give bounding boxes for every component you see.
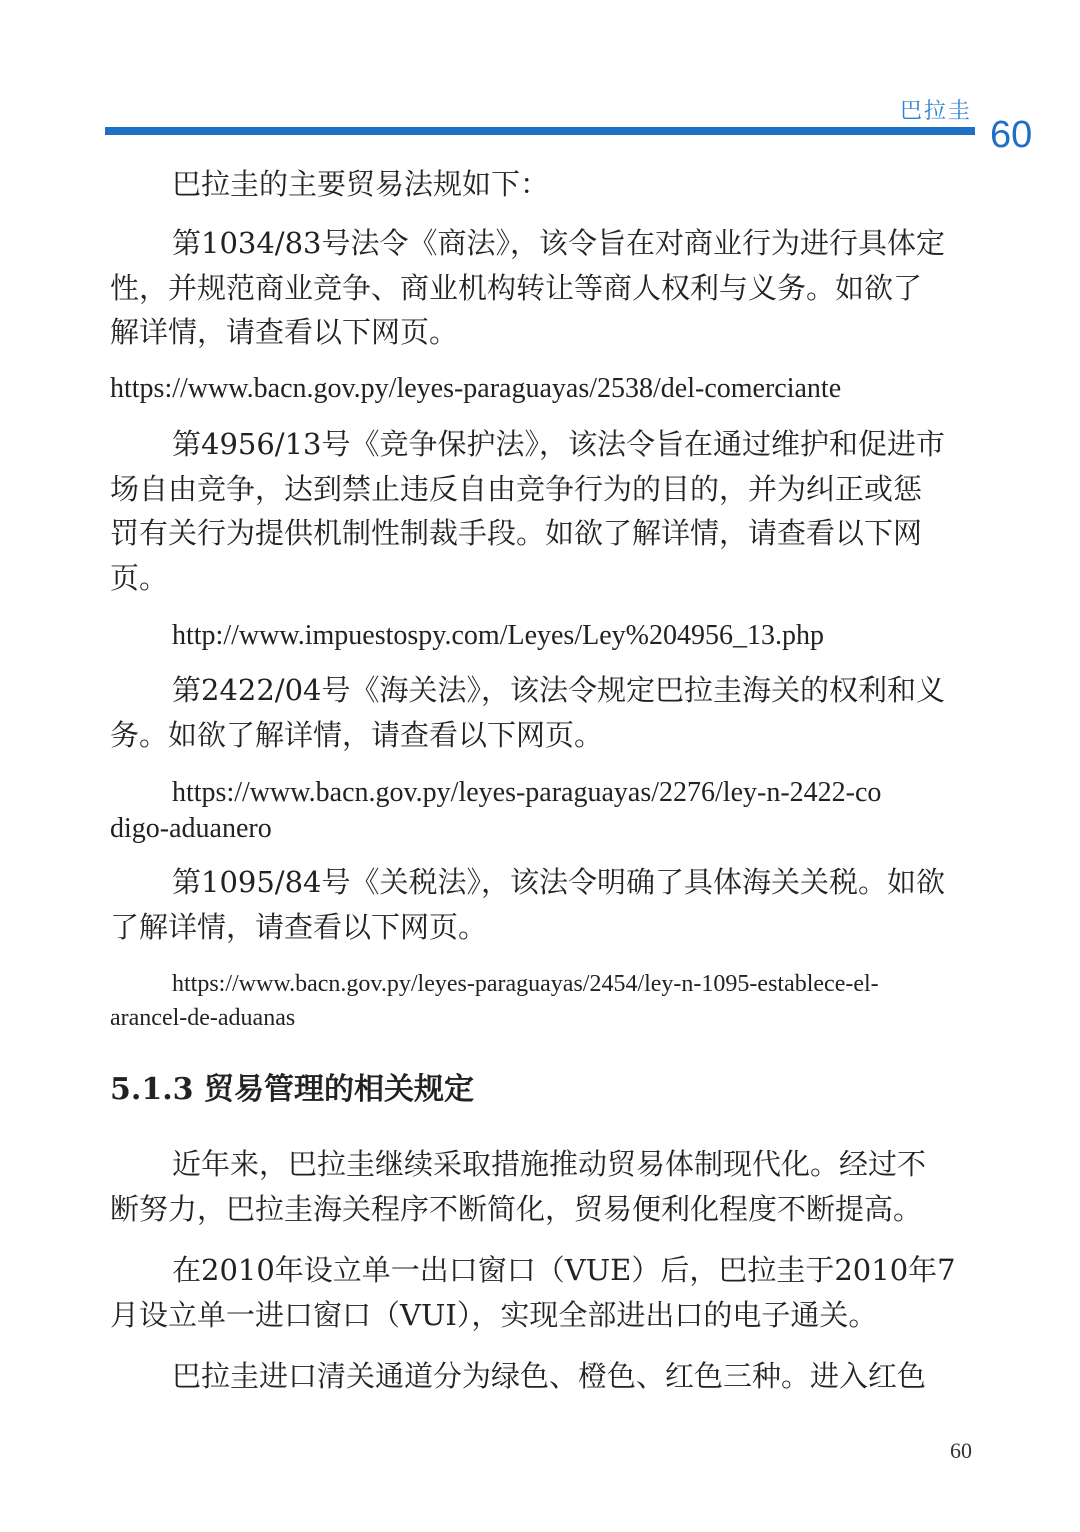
- law2-line-3: 罚有关行为提供机制性制裁手段。如欲了解详情，请查看以下网: [110, 516, 923, 550]
- law3-url-line-2[interactable]: digo-aduanero: [110, 813, 272, 844]
- law3-line-2: 务。如欲了解详情，请查看以下网页。: [110, 718, 604, 752]
- running-header-country: 巴拉圭: [899, 99, 972, 124]
- law1-line-2: 性，并规范商业竞争、商业机构转让等商人权利与义务。如欲了: [110, 271, 923, 305]
- law1-url[interactable]: https://www.bacn.gov.py/leyes-paraguayas/2538/del-comerciante: [110, 373, 842, 404]
- law3-line-1: 第2422/04号《海关法》，该法令规定巴拉圭海关的权利和义: [172, 673, 945, 707]
- para1-line-1: 近年来，巴拉圭继续采取措施推动贸易体制现代化。经过不: [172, 1147, 927, 1181]
- para3-line-1: 巴拉圭进口清关通道分为绿色、橙色、红色三种。进入红色: [172, 1359, 927, 1393]
- intro-paragraph: 巴拉圭的主要贸易法规如下：: [172, 167, 550, 201]
- para2-line-2: 月设立单一进口窗口（VUI），实现全部进出口的电子通关。: [110, 1298, 878, 1332]
- law2-line-1: 第4956/13号《竞争保护法》，该法令旨在通过维护和促进市: [172, 427, 945, 461]
- header-page-number: 60: [990, 114, 1033, 156]
- law4-line-1: 第1095/84号《关税法》，该法令明确了具体海关关税。如欲: [172, 865, 945, 899]
- law1-line-3: 解详情，请查看以下网页。: [110, 315, 459, 349]
- header-rule: [105, 127, 975, 135]
- law1-line-1: 第1034/83号法令《商法》，该令旨在对商业行为进行具体定: [172, 226, 945, 260]
- law4-url-line-1[interactable]: https://www.bacn.gov.py/leyes-paraguayas/2454/ley-n-1095-establece-el-: [172, 971, 879, 997]
- law4-url-line-2[interactable]: arancel-de-aduanas: [110, 1005, 296, 1031]
- footer-page-number: 60: [950, 1438, 972, 1463]
- para2-line-1: 在2010年设立单一出口窗口（VUE）后，巴拉圭于2010年7: [172, 1253, 956, 1287]
- law2-line-2: 场自由竞争，达到禁止违反自由竞争行为的目的，并为纠正或惩: [110, 472, 923, 506]
- para1-line-2: 断努力，巴拉圭海关程序不断简化，贸易便利化程度不断提高。: [110, 1192, 923, 1226]
- law2-url[interactable]: http://www.impuestospy.com/Leyes/Ley%204956_13.php: [172, 620, 824, 651]
- law3-url-line-1[interactable]: https://www.bacn.gov.py/leyes-paraguayas/2276/ley-n-2422-co: [172, 777, 882, 808]
- section-heading: 5.1.3 贸易管理的相关规定: [110, 1072, 474, 1107]
- law4-line-2: 了解详情，请查看以下网页。: [110, 910, 488, 944]
- law2-line-4: 页。: [110, 561, 169, 595]
